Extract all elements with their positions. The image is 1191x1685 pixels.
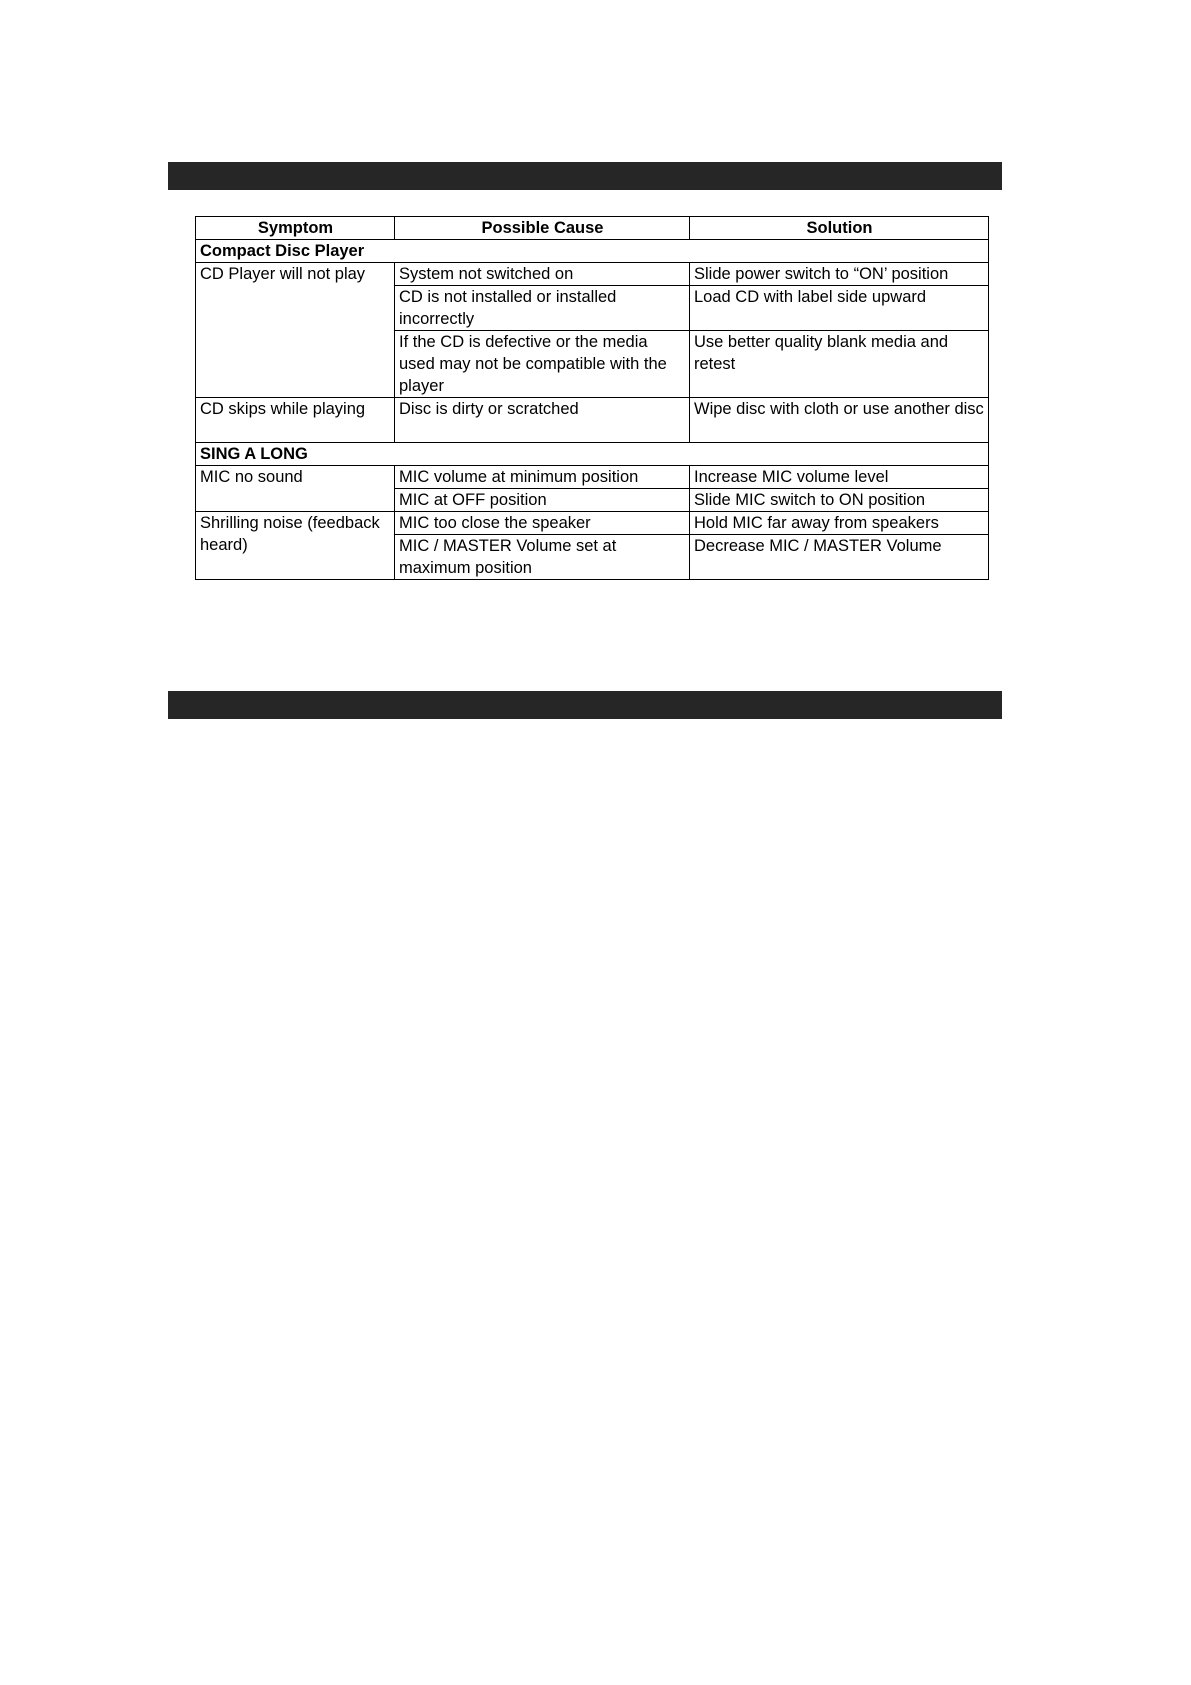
section-header-bar [168, 162, 1002, 190]
section-title: SING A LONG [196, 443, 989, 466]
symptom-cell: CD skips while playing [196, 398, 395, 443]
solution-cell: Load CD with label side upward [690, 286, 989, 331]
solution-cell: Wipe disc with cloth or use another disc [690, 398, 989, 443]
symptom-cell: CD Player will not play [196, 263, 395, 398]
cause-cell: CD is not installed or installed incorrectly [395, 286, 690, 331]
cause-cell: Disc is dirty or scratched [395, 398, 690, 443]
table-row [196, 512, 989, 535]
solution-cell: Hold MIC far away from speakers [690, 512, 989, 535]
section-header-bar [168, 691, 1002, 719]
symptom-cell: MIC no sound [196, 466, 395, 512]
cause-cell: MIC too close the speaker [395, 512, 690, 535]
table-row [196, 263, 989, 286]
solution-cell: Decrease MIC / MASTER Volume [690, 535, 989, 580]
section-row [196, 240, 989, 263]
troubleshooting-table [195, 216, 989, 580]
header-solution: Solution [690, 217, 989, 240]
solution-cell: Slide power switch to “ON’ position [690, 263, 989, 286]
solution-cell: Increase MIC volume level [690, 466, 989, 489]
section-title: Compact Disc Player [196, 240, 989, 263]
cause-cell: MIC / MASTER Volume set at maximum position [395, 535, 690, 580]
section-row [196, 443, 989, 466]
cause-cell: MIC at OFF position [395, 489, 690, 512]
header-symptom: Symptom [196, 217, 395, 240]
table-row [196, 466, 989, 489]
header-possible-cause: Possible Cause [395, 217, 690, 240]
cause-cell: MIC volume at minimum position [395, 466, 690, 489]
solution-cell: Use better quality blank media and retest [690, 331, 989, 398]
solution-cell: Slide MIC switch to ON position [690, 489, 989, 512]
cause-cell: If the CD is defective or the media used may not be compatible with the player [395, 331, 690, 398]
symptom-cell: Shrilling noise (feedback heard) [196, 512, 395, 580]
table-row [196, 398, 989, 443]
table-header-row [196, 217, 989, 240]
cause-cell: System not switched on [395, 263, 690, 286]
